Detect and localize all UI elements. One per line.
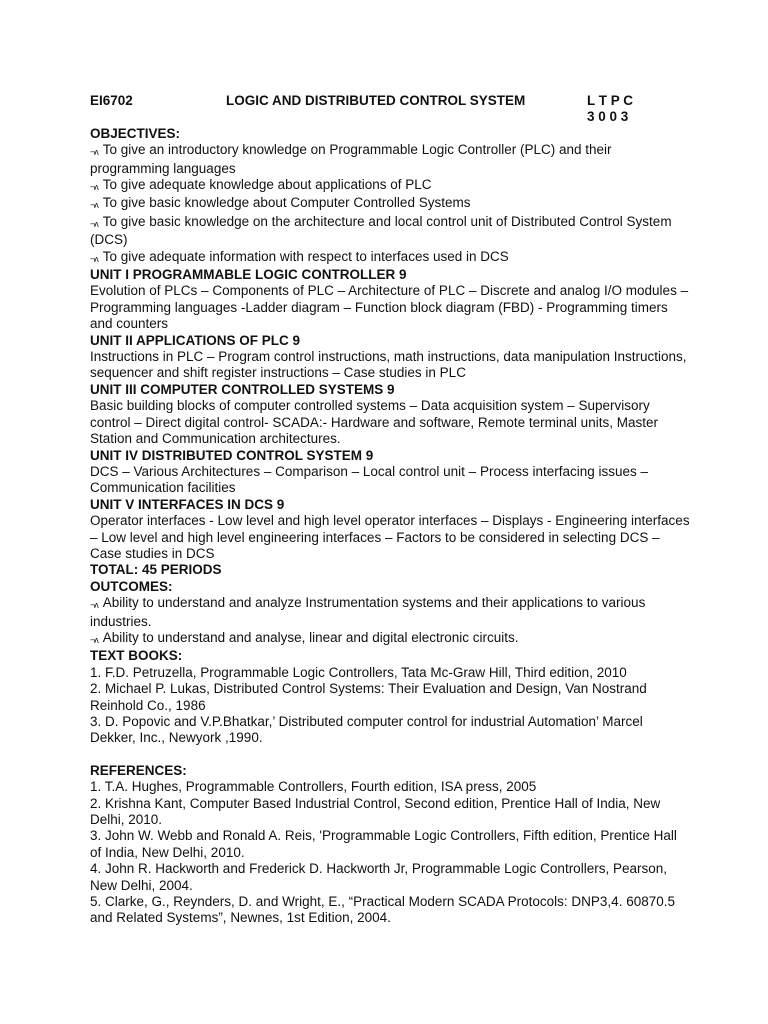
unit-body: Operator interfaces - Low level and high level operator interfaces – Displays - Engineering interfaces – Low level and high level engineering interfaces – Factors to be considered in selecting DCS – Case studies in DCS [90,513,690,561]
references-heading: REFERENCES: [90,762,187,778]
bullet-icon: ¬ᴧ [90,634,98,645]
objective-item: ¬ᴧ To give adequate knowledge about applications of PLC [90,177,432,192]
ltpc-row [90,109,690,125]
reference-item: 5. Clarke, G., Reynders, D. and Wright, E., “Practical Modern SCADA Protocols: DNP3,4. 60870.5 and Related Systems”, Newnes, 1st Edition, 2004. [90,894,675,926]
bullet-icon: ¬ᴧ [90,182,98,192]
outcomes-heading: OUTCOMES: [90,578,173,594]
ltpc-label: L T P C [587,93,634,108]
unit-heading: UNIT II APPLICATIONS OF PLC 9 [90,332,301,348]
objective-item: ¬ᴧ To give an introductory knowledge on Programmable Logic Controller (PLC) and their programming languages [90,142,612,176]
objective-item: ¬ᴧ To give basic knowledge about Computer Controlled Systems [90,195,471,211]
course-title: LOGIC AND DISTRIBUTED CONTROL SYSTEM [226,93,526,108]
bullet-icon: ¬ᴧ [90,147,98,158]
bullet-icon: ¬ᴧ [90,200,98,211]
bullet-icon: ¬ᴧ [90,218,98,229]
spacer [90,747,690,763]
reference-item: 2. Krishna Kant, Computer Based Industrial Control, Second edition, Prentice Hall of India, New Delhi, 2010. [90,795,661,828]
ltpc-values: 3 0 0 3 [587,109,629,125]
total-periods: TOTAL: 45 PERIODS [90,562,222,578]
unit-body: Evolution of PLCs – Components of PLC – Architecture of PLC – Discrete and analog I/O modules – Programming languages -Ladder diagram – Function block diagram (FBD) - Programming timers and counters [90,283,689,332]
objective-item: ¬ᴧ To give basic knowledge on the architecture and local control unit of Distributed Control System (DCS) [90,213,672,248]
objectives-heading: OBJECTIVES: [90,125,181,141]
unit-heading: UNIT V INTERFACES IN DCS 9 [90,496,285,512]
outcome-item: ¬ᴧ Ability to understand and analyse, linear and digital electronic circuits. [90,629,519,645]
bullet-icon: ¬ᴧ [90,600,98,611]
text-book-item: 1. F.D. Petruzella, Programmable Logic Controllers, Tata Mc-Graw Hill, Third edition, 2010 [90,664,627,680]
course-code: EI6702 [90,93,133,108]
unit-heading: UNIT III COMPUTER CONTROLLED SYSTEMS 9 [90,381,395,397]
text-book-item: 2. Michael P. Lukas, Distributed Control Systems: Their Evaluation and Design, Van Nostrand Reinhold Co., 1986 [90,681,647,713]
reference-item: 4. John R. Hackworth and Frederick D. Hackworth Jr, Programmable Logic Controllers, Pearson, New Delhi, 2004. [90,861,667,893]
course-header [90,93,690,109]
text-book-item: 3. D. Popovic and V.P.Bhatkar,’ Distributed computer control for industrial Automation’ Marcel Dekker, Inc., Newyork ,1990. [90,714,643,746]
text-books-heading: TEXT BOOKS: [90,648,183,664]
bullet-icon: ¬ᴧ [90,253,98,264]
outcome-item: ¬ᴧ Ability to understand and analyze Instrumentation systems and their applications to various industries. [90,595,646,629]
unit-body: Basic building blocks of computer controlled systems – Data acquisition system – Supervisory control – Direct digital control- SCADA:- Hardware and software, Remote terminal units, Master Station and Communication architectures. [90,398,658,447]
unit-heading: UNIT IV DISTRIBUTED CONTROL SYSTEM 9 [90,447,374,463]
reference-item: 1. T.A. Hughes, Programmable Controllers, Fourth edition, ISA press, 2005 [90,779,537,795]
syllabus-page [90,93,690,927]
unit-body: DCS – Various Architectures – Comparison – Local control unit – Process interfacing issues – Communication facilities [90,463,649,496]
unit-heading: UNIT I PROGRAMMABLE LOGIC CONTROLLER 9 [90,267,407,283]
objective-item: ¬ᴧ To give adequate information with respect to interfaces used in DCS [90,248,509,264]
unit-body: Instructions in PLC – Program control instructions, math instructions, data manipulation Instructions, sequencer and shift register instructions – Case studies in PLC [90,349,687,381]
reference-item: 3. John W. Webb and Ronald A. Reis, 'Programmable Logic Controllers, Fifth edition, Prentice Hall of India, New Delhi, 2010. [90,828,677,860]
